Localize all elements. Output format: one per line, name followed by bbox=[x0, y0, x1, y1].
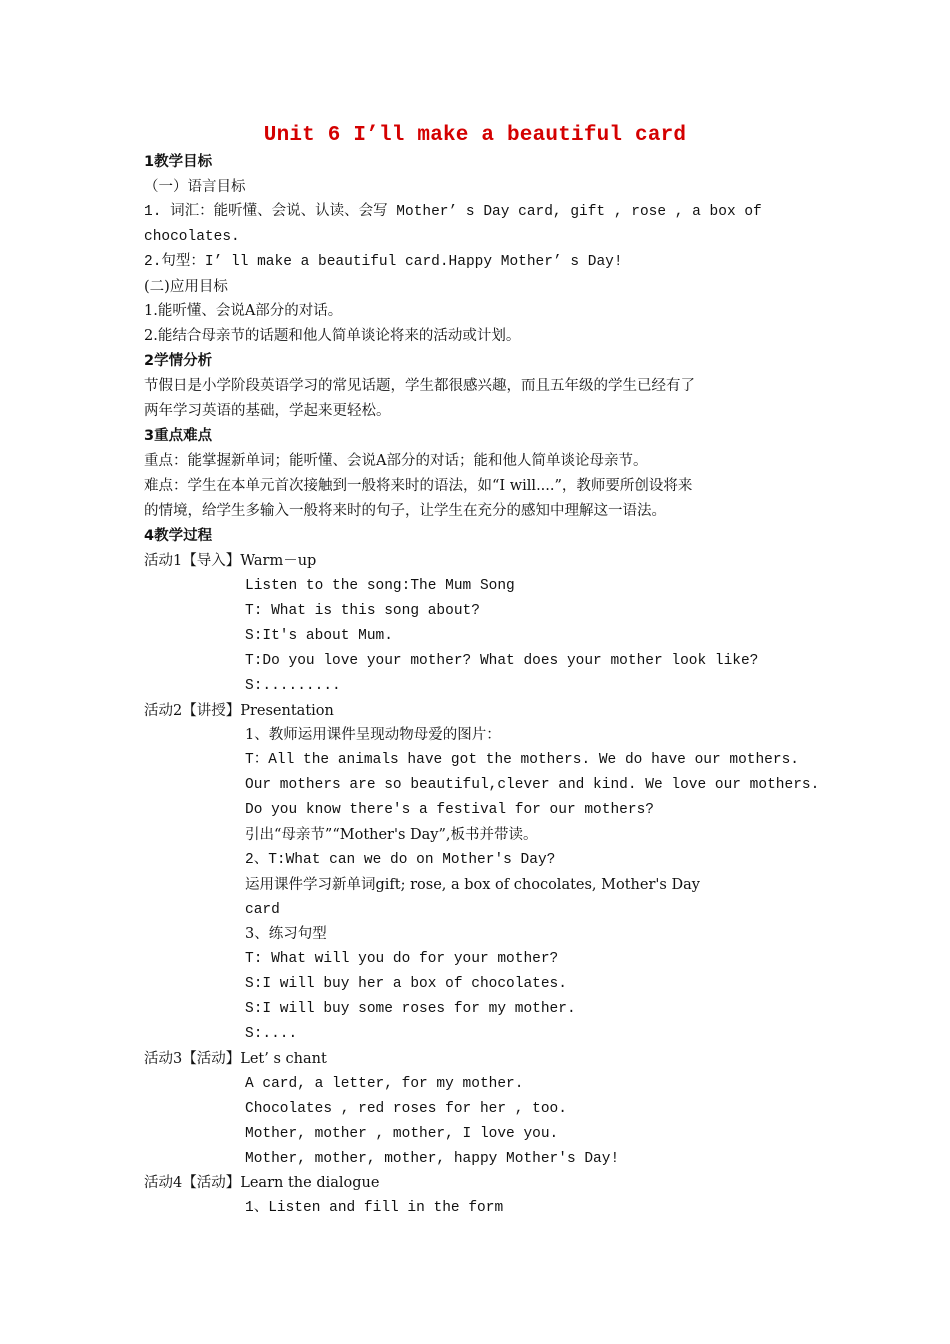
section-heading-objectives: 1教学目标 bbox=[144, 154, 213, 170]
vocab-line-cont: chocolates. bbox=[144, 229, 240, 245]
activity-1-label: 活动1【导入】Warm－up bbox=[144, 553, 317, 569]
section-heading-key-points: 3重点难点 bbox=[144, 428, 213, 444]
activity-2-line: S:I will buy her a box of chocolates. bbox=[245, 976, 567, 992]
activity-3-line: A card, a letter, for my mother. bbox=[245, 1076, 524, 1092]
application-goal-2: 2.能结合母亲节的话题和他人简单谈论将来的活动或计划。 bbox=[144, 328, 521, 344]
activity-3-line: Mother, mother , mother, I love you. bbox=[245, 1126, 559, 1142]
activity-1-line: S:......... bbox=[245, 678, 341, 694]
vocab-line: 1. 词汇：能听懂、会说、认读、会写 Mother’ s Day card, gift , rose , a box of bbox=[144, 204, 762, 220]
activity-2-line: card bbox=[245, 902, 280, 918]
activity-1-line: Listen to the song:The Mum Song bbox=[245, 578, 515, 594]
activity-3-label: 活动3【活动】Let’ s chant bbox=[144, 1051, 327, 1067]
activity-2-line: 3、练习句型 bbox=[245, 926, 327, 942]
activity-4-line: 1、Listen and fill in the form bbox=[245, 1200, 504, 1216]
activity-2-line: S:.... bbox=[245, 1026, 298, 1042]
section-heading-process: 4教学过程 bbox=[144, 528, 213, 544]
document-title: Unit 6 I’ll make a beautiful card bbox=[263, 124, 687, 147]
activity-2-line: 1、教师运用课件呈现动物母爱的图片： bbox=[245, 727, 501, 743]
sentence-pattern-line: 2.句型：I’ ll make a beautiful card.Happy Mother’ s Day! bbox=[144, 254, 623, 270]
difficulty-paragraph-cont: 的情境，给学生多输入一般将来时的句子，让学生在充分的感知中理解这一语法。 bbox=[144, 503, 666, 519]
activity-2-line: Our mothers are so beautiful,clever and kind. We love our mothers. bbox=[245, 777, 820, 793]
application-goal-1: 1.能听懂、会说A部分的对话。 bbox=[144, 303, 343, 319]
activity-4-label: 活动4【活动】Learn the dialogue bbox=[144, 1175, 380, 1191]
subheading-language-goals: （一）语言目标 bbox=[144, 179, 246, 195]
analysis-paragraph-cont: 两年学习英语的基础，学起来更轻松。 bbox=[144, 403, 391, 419]
activity-3-line: Mother, mother, mother, happy Mother's Day! bbox=[245, 1151, 620, 1167]
activity-2-line: T: What will you do for your mother? bbox=[245, 951, 559, 967]
activity-3-line: Chocolates , red roses for her , too. bbox=[245, 1101, 567, 1117]
key-point-paragraph: 重点：能掌握新单词；能听懂、会说A部分的对话；能和他人简单谈论母亲节。 bbox=[144, 453, 648, 469]
activity-1-line: S:It's about Mum. bbox=[245, 628, 393, 644]
activity-2-line: S:I will buy some roses for my mother. bbox=[245, 1001, 576, 1017]
activity-2-line: 引出“母亲节”“Mother's Day”,板书并带读。 bbox=[245, 827, 538, 843]
activity-2-line: 运用课件学习新单词gift; rose, a box of chocolates, Mother's Day bbox=[245, 877, 700, 893]
activity-2-line: T：All the animals have got the mothers. We do have our mothers. bbox=[245, 752, 799, 768]
activity-2-line: Do you know there's a festival for our mothers? bbox=[245, 802, 654, 818]
activity-2-line: 2、T:What can we do on Mother's Day? bbox=[245, 852, 556, 868]
difficulty-paragraph: 难点：学生在本单元首次接触到一般将来时的语法，如“I will....”，教师要所创设将来 bbox=[144, 478, 693, 494]
analysis-paragraph: 节假日是小学阶段英语学习的常见话题，学生都很感兴趣，而且五年级的学生已经有了 bbox=[144, 378, 695, 394]
activity-1-line: T:Do you love your mother? What does your mother look like? bbox=[245, 653, 759, 669]
subheading-application-goals: (二)应用目标 bbox=[144, 279, 228, 295]
activity-1-line: T: What is this song about? bbox=[245, 603, 480, 619]
section-heading-analysis: 2学情分析 bbox=[144, 353, 213, 369]
activity-2-label: 活动2【讲授】Presentation bbox=[144, 703, 334, 719]
